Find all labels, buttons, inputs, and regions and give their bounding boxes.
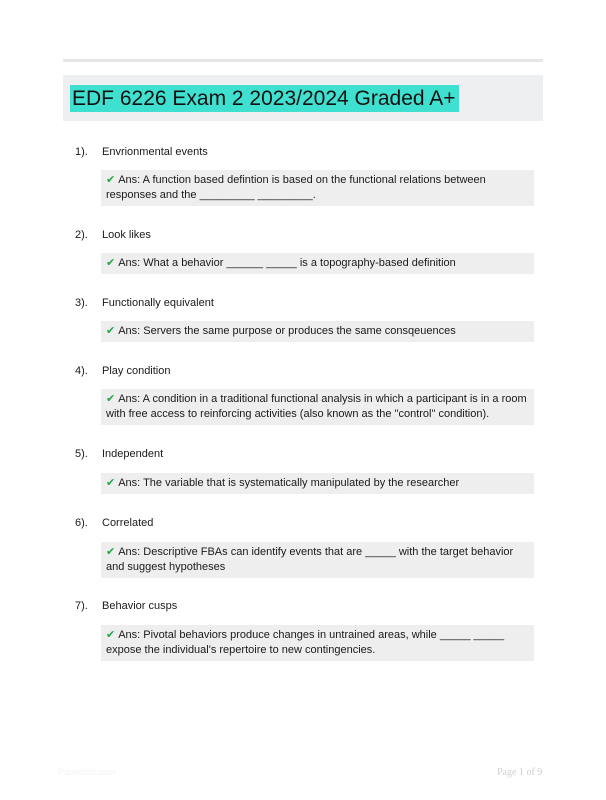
title-banner	[63, 75, 543, 121]
answer-box	[101, 170, 534, 206]
answer-box	[101, 321, 534, 342]
question-number: 2).	[75, 229, 88, 241]
answer-box	[101, 625, 534, 661]
answer-text: Ans: A condition in a traditional functional analysis in which a participant is in a room with free access to reinforcing activities (also known as the "control" condition).	[106, 393, 527, 420]
question-number: 6).	[75, 517, 88, 529]
page-number: Page 1 of 9	[497, 767, 543, 778]
question-term: Functionally equivalent	[102, 297, 214, 309]
footer-watermark: Paperbibi.com	[58, 767, 116, 777]
answer-text: Ans: Servers the same purpose or produces the same consqeuences	[118, 325, 456, 337]
question-number: 5).	[75, 448, 88, 460]
answer-text: Ans: Pivotal behaviors produce changes in untrained areas, while _____ _____ expose the individual's repertoire to new contingencies.	[106, 629, 505, 656]
question-term: Independent	[102, 448, 164, 460]
answer-text: Ans: A function based defintion is based on the functional relations between responses and the _________ _________.	[106, 174, 486, 201]
top-divider	[63, 59, 543, 62]
check-icon: ✔	[106, 325, 116, 337]
answer-text: Ans: What a behavior ______ _____ is a topography-based definition	[118, 257, 456, 269]
check-icon: ✔	[106, 257, 116, 269]
check-icon: ✔	[106, 629, 116, 641]
question-number: 4).	[75, 365, 88, 377]
check-icon: ✔	[106, 174, 116, 186]
question-number: 7).	[75, 600, 88, 612]
document-title: EDF 6226 Exam 2 2023/2024 Graded A+	[70, 85, 459, 112]
answer-box	[101, 253, 534, 274]
answer-box	[101, 542, 534, 578]
answer-text: Ans: Descriptive FBAs can identify events that are _____ with the target behavior and suggest hypotheses	[106, 546, 514, 573]
answer-text: Ans: The variable that is systematically manipulated by the researcher	[118, 477, 460, 489]
question-term: Look likes	[102, 229, 151, 241]
answer-box	[101, 473, 534, 494]
question-term: Envrionmental events	[102, 146, 208, 158]
check-icon: ✔	[106, 546, 116, 558]
question-number: 3).	[75, 297, 88, 309]
answer-box	[101, 389, 534, 425]
question-number: 1).	[75, 146, 88, 158]
check-icon: ✔	[106, 393, 116, 405]
question-term: Behavior cusps	[102, 600, 178, 612]
question-term: Correlated	[102, 517, 154, 529]
question-term: Play condition	[102, 365, 171, 377]
check-icon: ✔	[106, 477, 116, 489]
